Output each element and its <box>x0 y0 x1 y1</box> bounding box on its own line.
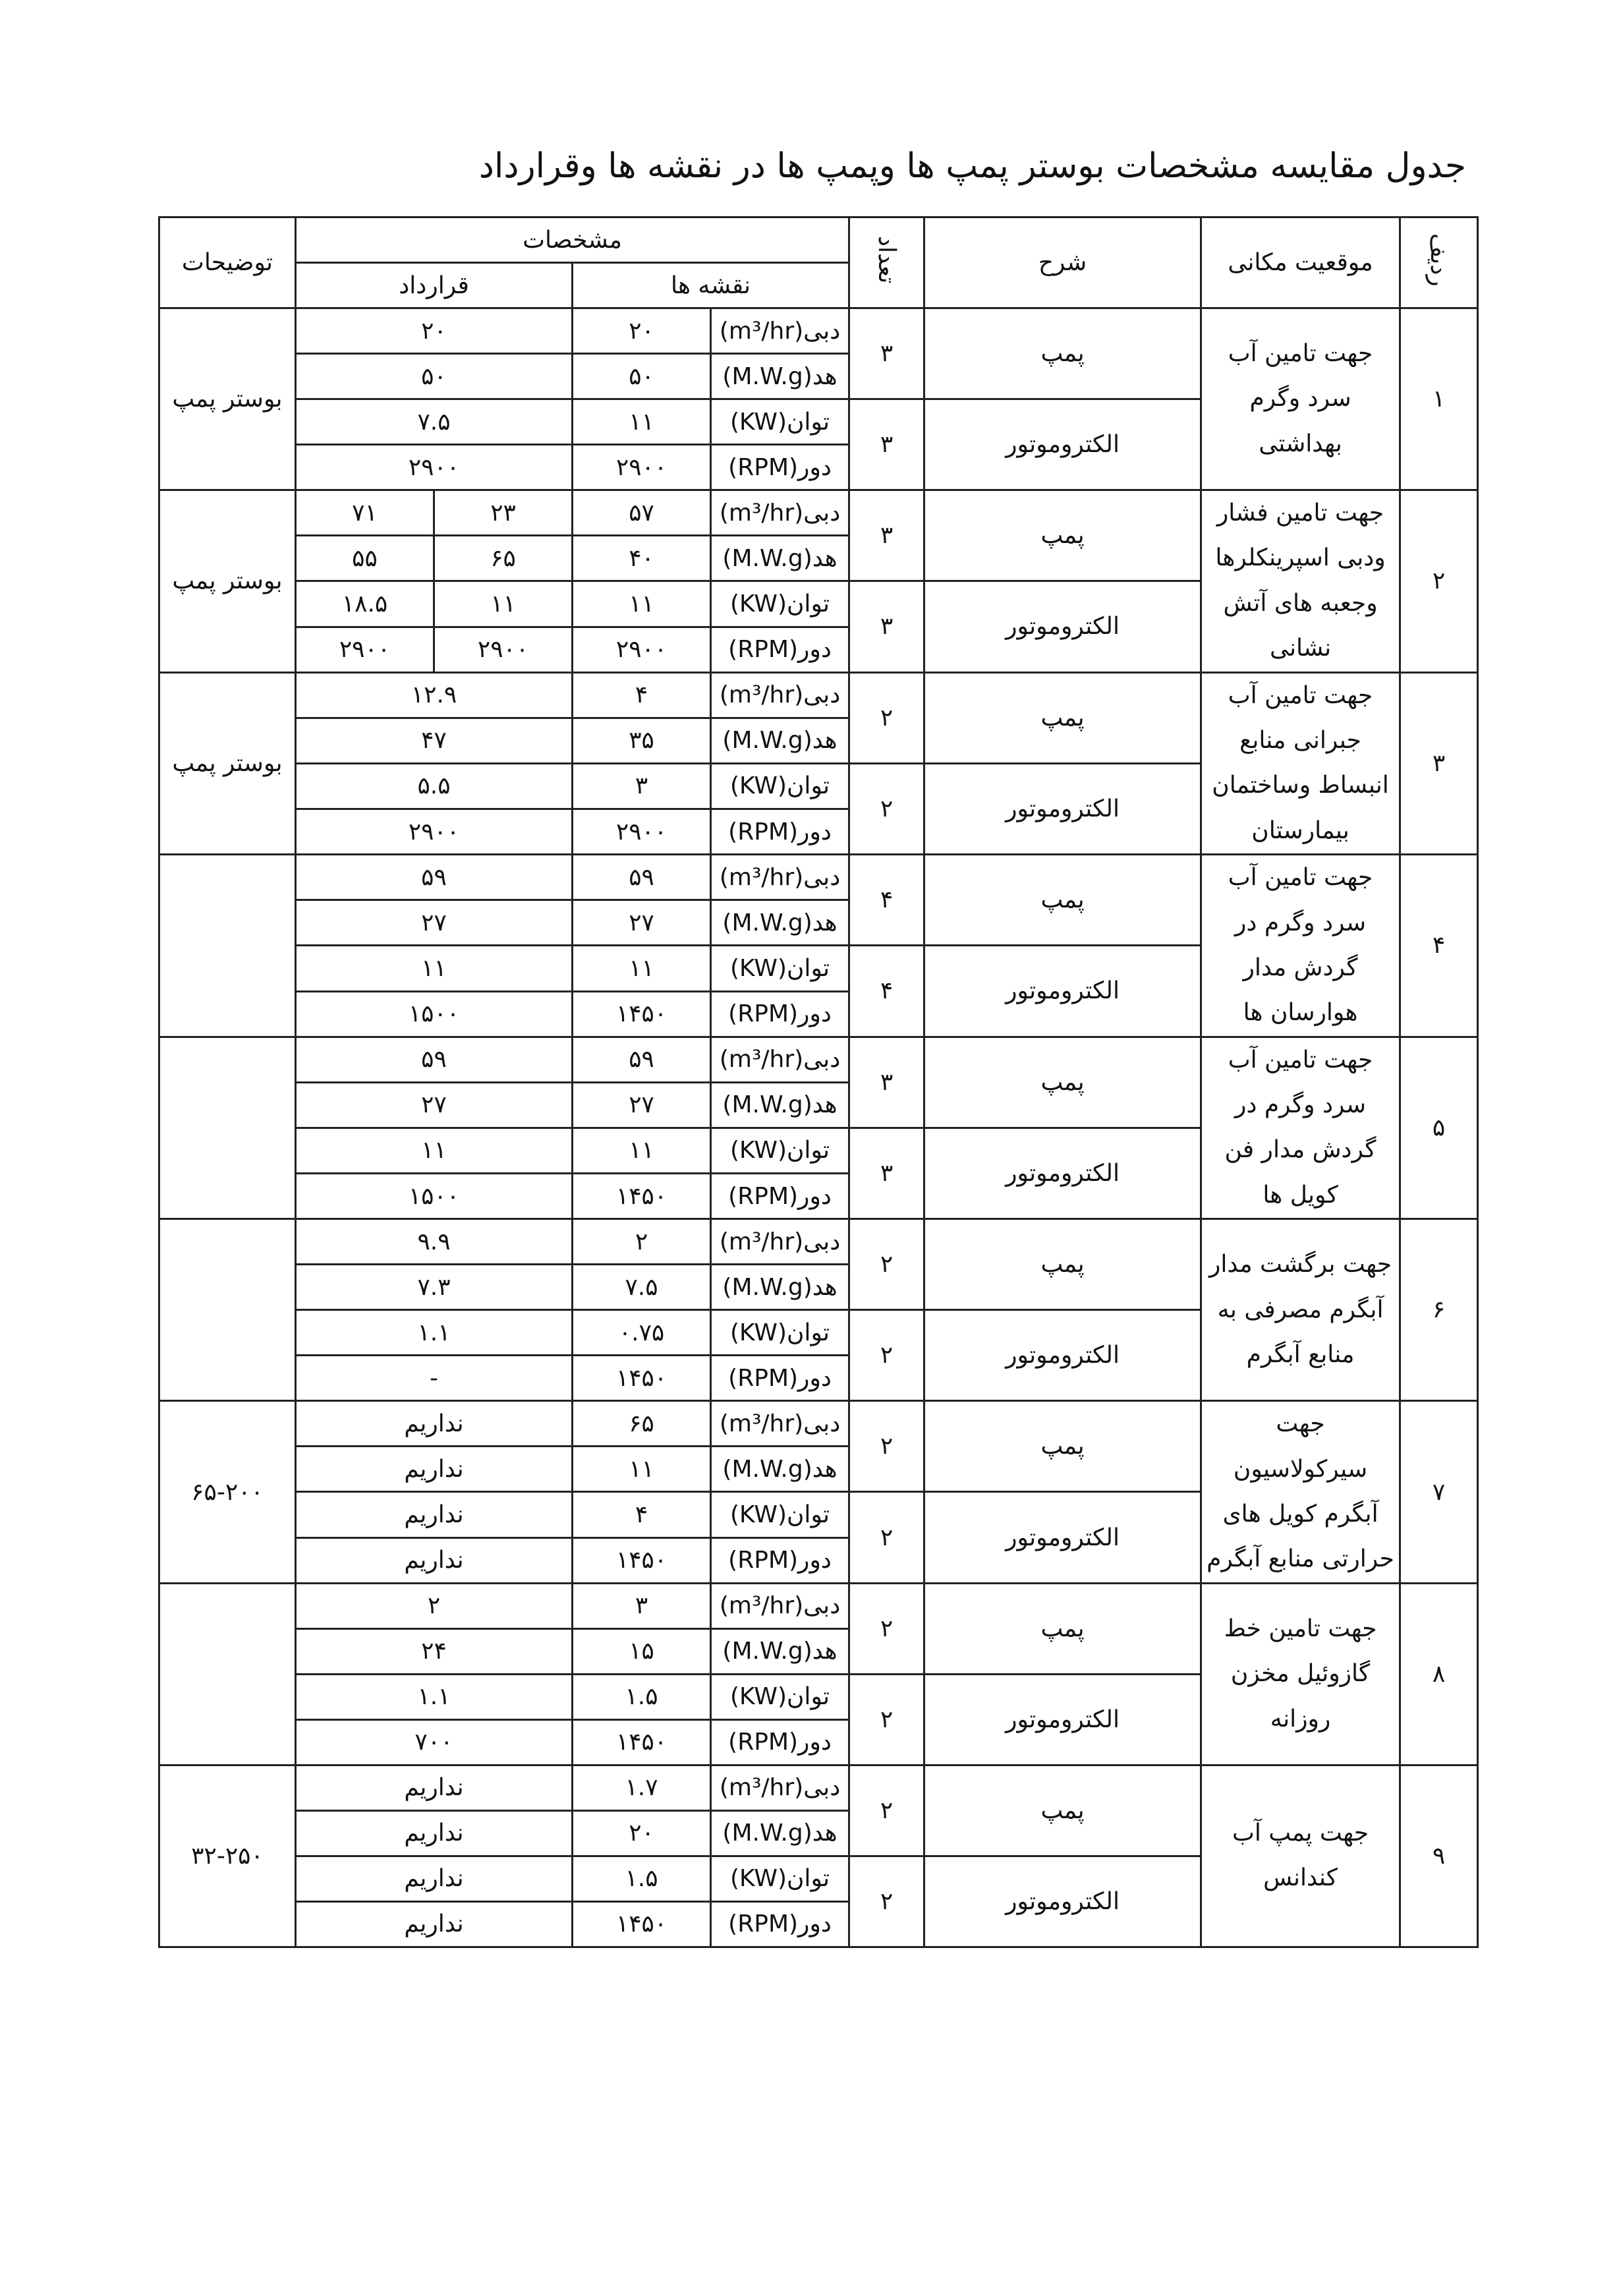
quantity-pump: ۲ <box>849 1583 924 1674</box>
location-cell: جهت تامین خط گازوئیل مخزن روزانه <box>1201 1583 1400 1765</box>
drawing-value: ۴۰ <box>573 536 711 581</box>
drawing-value: ۱۱ <box>573 1128 711 1174</box>
contract-value: ۱۵۰۰ <box>296 991 573 1037</box>
contract-value: ۴۷ <box>296 718 573 763</box>
contract-value: ۱۱ <box>434 581 573 627</box>
description-motor: الکتروموتور <box>924 1856 1201 1947</box>
contract-value: ۵۰ <box>296 354 573 399</box>
row-number: ۷ <box>1400 1401 1478 1584</box>
contract-value: ۱۸.۵ <box>296 581 434 627</box>
drawing-value: ۲۹۰۰ <box>573 445 711 490</box>
notes-cell <box>159 1037 296 1219</box>
contract-value: ۱۵۰۰ <box>296 1174 573 1219</box>
contract-value: ۷۰۰ <box>296 1719 573 1765</box>
param-label: دبی(m³/hr) <box>711 855 849 900</box>
header-notes: توضیحات <box>159 217 296 308</box>
contract-value: نداریم <box>296 1810 573 1856</box>
row-number: ۵ <box>1400 1037 1478 1219</box>
description-pump: پمپ <box>924 1765 1201 1856</box>
quantity-motor: ۲ <box>849 1674 924 1765</box>
description-motor: الکتروموتور <box>924 1128 1201 1219</box>
param-label: توان(KW) <box>711 399 849 445</box>
contract-value: ۷۱ <box>296 490 434 536</box>
notes-cell: ۶۵-۲۰۰ <box>159 1401 296 1584</box>
description-pump: پمپ <box>924 672 1201 763</box>
quantity-pump: ۴ <box>849 855 924 946</box>
contract-value: ۲۹۰۰ <box>296 809 573 855</box>
notes-cell <box>159 1219 296 1401</box>
param-label: دور(RPM) <box>711 1537 849 1583</box>
param-label: هد(M.W.g) <box>711 1082 849 1128</box>
table-row <box>159 855 1478 900</box>
contract-value: نداریم <box>296 1856 573 1901</box>
contract-value: ۲۹۰۰ <box>296 445 573 490</box>
quantity-pump: ۳ <box>849 490 924 581</box>
contract-value: ۲۴ <box>296 1628 573 1674</box>
drawing-value: ۰.۷۵ <box>573 1310 711 1356</box>
row-number: ۸ <box>1400 1583 1478 1765</box>
param-label: دبی(m³/hr) <box>711 308 849 354</box>
row-number: ۹ <box>1400 1765 1478 1947</box>
quantity-motor: ۳ <box>849 581 924 673</box>
param-label: توان(KW) <box>711 581 849 627</box>
header-specs: مشخصات <box>296 217 849 263</box>
contract-value: ۱۲.۹ <box>296 672 573 718</box>
description-pump: پمپ <box>924 1037 1201 1128</box>
table-body <box>159 308 1478 1947</box>
param-label: دور(RPM) <box>711 1901 849 1947</box>
param-label: دور(RPM) <box>711 1356 849 1401</box>
location-cell: جهت تامین آب سرد وگرم بهداشتی <box>1201 308 1400 490</box>
param-label: توان(KW) <box>711 1310 849 1356</box>
header-quantity: تعداد <box>849 217 924 308</box>
location-cell: جهت سیرکولاسیون آبگرم کویل های حرارتی منابع آبگرم <box>1201 1401 1400 1584</box>
description-pump: پمپ <box>924 1583 1201 1674</box>
location-cell: جهت تامین آب سرد وگرم در گردش مدار فن کویل ها <box>1201 1037 1400 1219</box>
param-label: دور(RPM) <box>711 991 849 1037</box>
description-motor: الکتروموتور <box>924 399 1201 490</box>
contract-value: ۲۰ <box>296 308 573 354</box>
drawing-value: ۱۴۵۰ <box>573 1356 711 1401</box>
drawing-value: ۲۹۰۰ <box>573 627 711 672</box>
drawing-value: ۱.۷ <box>573 1765 711 1810</box>
row-number: ۴ <box>1400 855 1478 1037</box>
drawing-value: ۱۱ <box>573 946 711 992</box>
drawing-value: ۴ <box>573 1492 711 1538</box>
param-label: دبی(m³/hr) <box>711 672 849 718</box>
contract-value: ۲۷ <box>296 900 573 946</box>
table-row <box>159 1401 1478 1447</box>
param-label: دور(RPM) <box>711 627 849 672</box>
notes-cell: ۳۲-۲۵۰ <box>159 1765 296 1947</box>
contract-value: ۶۵ <box>434 536 573 581</box>
table-row <box>159 1765 1478 1810</box>
quantity-motor: ۴ <box>849 946 924 1037</box>
drawing-value: ۶۵ <box>573 1401 711 1447</box>
header-location: موقعیت مکانی <box>1201 217 1400 308</box>
param-label: هد(M.W.g) <box>711 1447 849 1492</box>
param-label: توان(KW) <box>711 1856 849 1901</box>
description-pump: پمپ <box>924 1219 1201 1310</box>
param-label: هد(M.W.g) <box>711 354 849 399</box>
location-cell: جهت برگشت مدار آبگرم مصرفی به منابع آبگرم <box>1201 1219 1400 1401</box>
row-number: ۲ <box>1400 490 1478 673</box>
drawing-value: ۱۱ <box>573 399 711 445</box>
param-label: دور(RPM) <box>711 1719 849 1765</box>
param-label: توان(KW) <box>711 1674 849 1719</box>
location-cell: جهت تامین آب سرد وگرم در گردش مدار هوارسان ها <box>1201 855 1400 1037</box>
quantity-motor: ۲ <box>849 1856 924 1947</box>
contract-value: ۵۹ <box>296 1037 573 1082</box>
location-cell: جهت پمپ آب کندانس <box>1201 1765 1400 1947</box>
table-row <box>159 1219 1478 1265</box>
drawing-value: ۱۴۵۰ <box>573 1174 711 1219</box>
table-row <box>159 1037 1478 1082</box>
drawing-value: ۱.۵ <box>573 1856 711 1901</box>
drawing-value: ۲۷ <box>573 900 711 946</box>
row-number: ۳ <box>1400 672 1478 855</box>
notes-cell: بوستر پمپ <box>159 490 296 673</box>
contract-value: ۱۱ <box>296 1128 573 1174</box>
param-label: دبی(m³/hr) <box>711 1583 849 1628</box>
param-label: توان(KW) <box>711 763 849 809</box>
contract-value: نداریم <box>296 1901 573 1947</box>
notes-cell <box>159 855 296 1037</box>
contract-value: ۷.۳ <box>296 1265 573 1310</box>
drawing-value: ۴ <box>573 672 711 718</box>
quantity-motor: ۲ <box>849 1310 924 1401</box>
contract-value: ۲۷ <box>296 1082 573 1128</box>
contract-value: ۵۹ <box>296 855 573 900</box>
description-motor: الکتروموتور <box>924 1492 1201 1584</box>
drawing-value: ۲۹۰۰ <box>573 809 711 855</box>
drawing-value: ۵۹ <box>573 855 711 900</box>
quantity-pump: ۲ <box>849 1401 924 1492</box>
contract-value: ۱.۱ <box>296 1310 573 1356</box>
drawing-value: ۳۵ <box>573 718 711 763</box>
drawing-value: ۳ <box>573 763 711 809</box>
notes-cell: بوستر پمپ <box>159 672 296 855</box>
drawing-value: ۲۰ <box>573 308 711 354</box>
quantity-motor: ۲ <box>849 1492 924 1584</box>
quantity-motor: ۳ <box>849 1128 924 1219</box>
description-pump: پمپ <box>924 1401 1201 1492</box>
drawing-value: ۱.۵ <box>573 1674 711 1719</box>
drawing-value: ۱۴۵۰ <box>573 1901 711 1947</box>
contract-value: ۱.۱ <box>296 1674 573 1719</box>
param-label: هد(M.W.g) <box>711 718 849 763</box>
contract-value: ۲ <box>296 1583 573 1628</box>
contract-value: نداریم <box>296 1492 573 1538</box>
param-label: توان(KW) <box>711 1128 849 1174</box>
param-label: توان(KW) <box>711 1492 849 1538</box>
param-label: توان(KW) <box>711 946 849 992</box>
param-label: هد(M.W.g) <box>711 1810 849 1856</box>
drawing-value: ۷.۵ <box>573 1265 711 1310</box>
header-description: شرح <box>924 217 1201 308</box>
header-drawings: نقشه ها <box>573 263 849 308</box>
quantity-motor: ۳ <box>849 399 924 490</box>
row-number: ۶ <box>1400 1219 1478 1401</box>
header-contract: قرارداد <box>296 263 573 308</box>
location-cell: جهت تامین فشار ودبی اسپرینکلرها وجعبه های آتش نشانی <box>1201 490 1400 673</box>
quantity-pump: ۲ <box>849 1765 924 1856</box>
param-label: دبی(m³/hr) <box>711 1765 849 1810</box>
drawing-value: ۵۹ <box>573 1037 711 1082</box>
drawing-value: ۱۴۵۰ <box>573 1719 711 1765</box>
param-label: دور(RPM) <box>711 809 849 855</box>
param-label: دبی(m³/hr) <box>711 490 849 536</box>
drawing-value: ۲۰ <box>573 1810 711 1856</box>
drawing-value: ۱۱ <box>573 1447 711 1492</box>
description-motor: الکتروموتور <box>924 581 1201 673</box>
contract-value: ۹.۹ <box>296 1219 573 1265</box>
param-label: هد(M.W.g) <box>711 536 849 581</box>
notes-cell <box>159 1583 296 1765</box>
location-cell: جهت تامین آب جبرانی منابع انبساط وساختمان بیمارستان <box>1201 672 1400 855</box>
param-label: دور(RPM) <box>711 445 849 490</box>
table-row <box>159 490 1478 536</box>
param-label: هد(M.W.g) <box>711 1628 849 1674</box>
contract-value: - <box>296 1356 573 1401</box>
param-label: دبی(m³/hr) <box>711 1219 849 1265</box>
document-title: جدول مقایسه مشخصات بوستر پمپ ها وپمپ ها در نقشه ها وقرارداد <box>478 146 1466 186</box>
param-label: دور(RPM) <box>711 1174 849 1219</box>
contract-value: نداریم <box>296 1401 573 1447</box>
header-row-no: ردیف <box>1400 217 1478 308</box>
contract-value: ۱۱ <box>296 946 573 992</box>
contract-value: ۲۹۰۰ <box>434 627 573 672</box>
table-row <box>159 672 1478 718</box>
description-motor: الکتروموتور <box>924 946 1201 1037</box>
param-label: هد(M.W.g) <box>711 1265 849 1310</box>
notes-cell: بوستر پمپ <box>159 308 296 490</box>
pump-spec-table <box>158 216 1479 1948</box>
drawing-value: ۵۷ <box>573 490 711 536</box>
drawing-value: ۱۱ <box>573 581 711 627</box>
drawing-value: ۲ <box>573 1219 711 1265</box>
param-label: دبی(m³/hr) <box>711 1037 849 1082</box>
drawing-value: ۳ <box>573 1583 711 1628</box>
drawing-value: ۱۴۵۰ <box>573 991 711 1037</box>
param-label: دبی(m³/hr) <box>711 1401 849 1447</box>
drawing-value: ۱۵ <box>573 1628 711 1674</box>
contract-value: ۵.۵ <box>296 763 573 809</box>
quantity-pump: ۲ <box>849 672 924 763</box>
drawing-value: ۲۷ <box>573 1082 711 1128</box>
row-number: ۱ <box>1400 308 1478 490</box>
drawing-value: ۵۰ <box>573 354 711 399</box>
quantity-motor: ۲ <box>849 763 924 855</box>
contract-value: ۲۹۰۰ <box>296 627 434 672</box>
drawing-value: ۱۴۵۰ <box>573 1537 711 1583</box>
param-label: هد(M.W.g) <box>711 900 849 946</box>
contract-value: ۷.۵ <box>296 399 573 445</box>
contract-value: نداریم <box>296 1447 573 1492</box>
description-pump: پمپ <box>924 490 1201 581</box>
contract-value: ۲۳ <box>434 490 573 536</box>
description-motor: الکتروموتور <box>924 1674 1201 1765</box>
quantity-pump: ۳ <box>849 1037 924 1128</box>
contract-value: نداریم <box>296 1537 573 1583</box>
table-row <box>159 1583 1478 1628</box>
description-pump: پمپ <box>924 855 1201 946</box>
contract-value: نداریم <box>296 1765 573 1810</box>
quantity-pump: ۲ <box>849 1219 924 1310</box>
quantity-pump: ۳ <box>849 308 924 399</box>
description-motor: الکتروموتور <box>924 763 1201 855</box>
contract-value: ۵۵ <box>296 536 434 581</box>
table-row <box>159 308 1478 354</box>
description-motor: الکتروموتور <box>924 1310 1201 1401</box>
description-pump: پمپ <box>924 308 1201 399</box>
